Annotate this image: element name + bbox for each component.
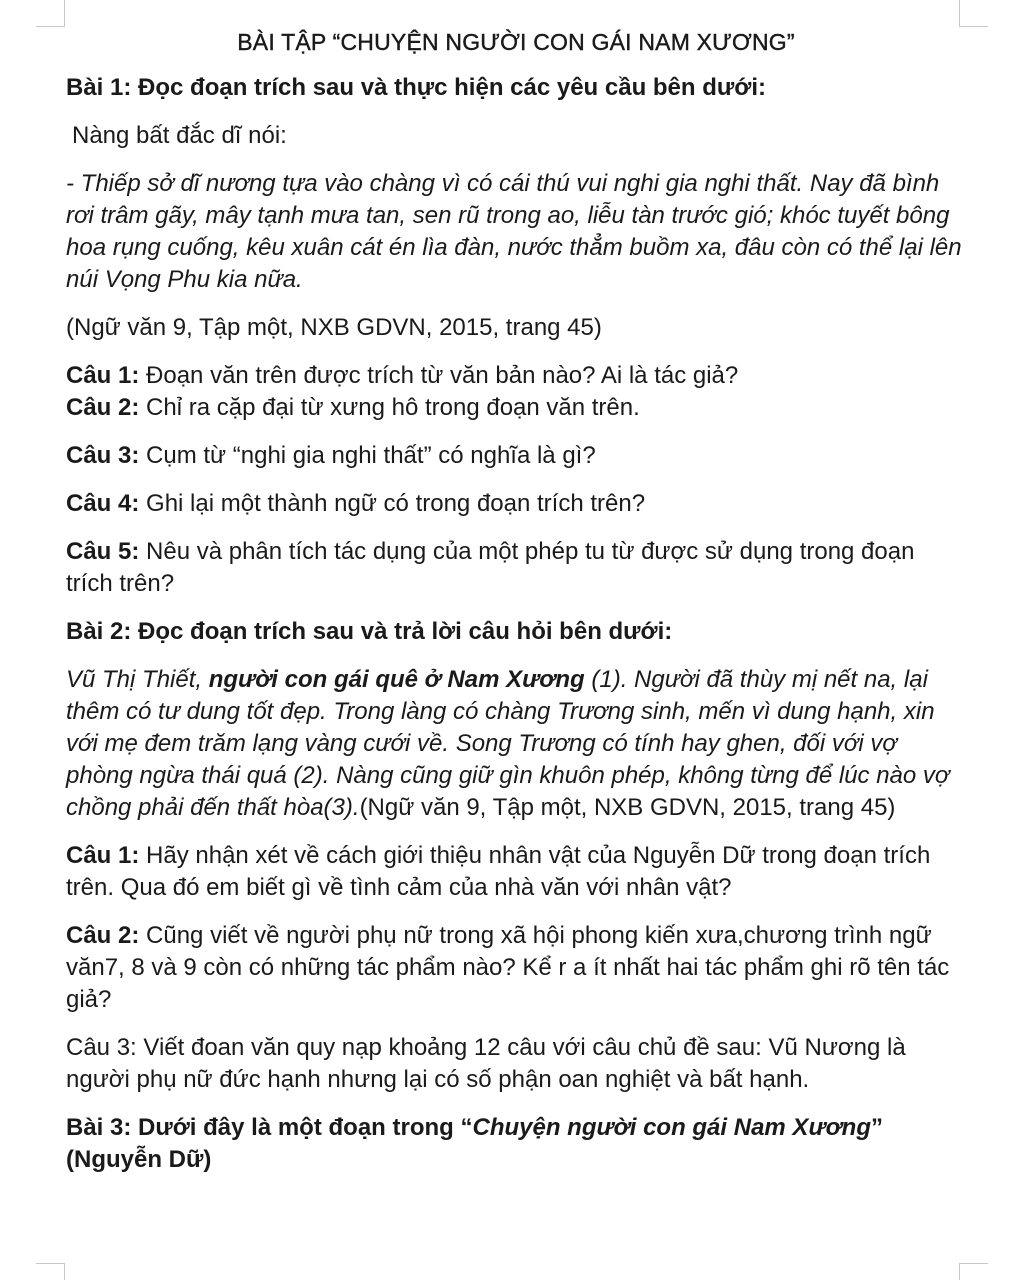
bai3-heading-end: ” (Nguyễn Dữ) [66,1114,884,1173]
bai3-heading [66,1112,966,1176]
bai1-question-5 [66,536,966,600]
bai2-quote [66,664,966,824]
question-label: Câu 4: [66,490,140,517]
bai2-question-3: Câu 3: Viết đoan văn quy nạp khoảng 12 câu với câu chủ đề sau: Vũ Nương là người phụ nữ đức hạnh nhưng lại có số phận oan nghiệt và bất hạnh. [66,1034,906,1093]
question-text: Đoạn văn trên được trích từ văn bản nào? Ai là tác giả? [139,362,739,389]
quote-part: Vũ Thị Thiết, [66,666,209,693]
question-label: Câu 2: [66,394,140,421]
page-corner-mark [959,1263,988,1280]
question-text: Ghi lại một thành ngữ có trong đoạn trích trên? [139,490,646,517]
bai2-question-2 [66,920,966,1016]
bai1-question-2 [66,392,966,424]
bai1-heading: Bài 1: Đọc đoạn trích sau và thực hiện các yêu cầu bên dưới: [66,74,766,101]
bai1-question-4 [66,488,966,520]
bai1-question-1 [66,360,966,392]
bai1-intro: Nàng bất đắc dĩ nói: [72,122,287,149]
bai1-quote: - Thiếp sở dĩ nương tựa vào chàng vì có cái thú vui nghi gia nghi thất. Nay đã bình rơi trâm gãy, mây tạnh mưa tan, sen rũ trong ao, liễu tàn trước gió; khóc tuyết bông hoa rụng cuống, kêu xuân cát én lìa đàn, nước thẳm buồm xa, đâu còn có thể lại lên núi Vọng Phu kia nữa. [66,170,962,293]
question-text: Chỉ ra cặp đại từ xưng hô trong đoạn văn trên. [139,394,640,421]
page-corner-mark [959,0,988,27]
quote-part: (1). Người đã thùy mị nết na, lại thêm có tư dung tốt đẹp. Trong làng có chàng Trương sinh, mến vì dung hạnh, xin với mẹ đem trăm lạng vàng cưới về. Song Trương có tính hay ghen, đối với vợ phòng ngừa thái quá (2). Nàng cũng giữ gìn khuôn phép, không từng để lúc nào vợ chồng phải đến thất hòa(3). [66,666,950,821]
quote-emphasis: người con gái quê ở Nam Xương [208,666,585,693]
page-title: BÀI TẬP “CHUYỆN NGƯỜI CON GÁI NAM XƯƠNG” [237,29,795,55]
bai3-heading-work-title: Chuyện người con gái Nam Xương [472,1114,872,1141]
question-text: Hãy nhận xét về cách giới thiệu nhân vật của Nguyễn Dữ trong đoạn trích trên. Qua đó em biết gì về tình cảm của nhà văn với nhân vật? [66,842,931,901]
question-text: Cụm từ “nghi gia nghi thất” có nghĩa là gì? [139,442,596,469]
bai2-source: (Ngữ văn 9, Tập một, NXB GDVN, 2015, trang 45) [359,794,896,821]
question-text: Nêu và phân tích tác dụng của một phép tu từ được sử dụng trong đoạn trích trên? [66,538,915,597]
bai3-heading-start: Bài 3: Dưới đây là một đoạn trong “ [66,1114,473,1141]
question-label: Câu 3: [66,442,140,469]
question-label: Câu 2: [66,922,140,949]
question-label: Câu 1: [66,842,140,869]
question-label: Câu 5: [66,538,140,565]
bai1-question-3 [66,440,966,472]
document-page [66,26,966,1176]
page-corner-mark [36,1263,65,1280]
bai2-question-1 [66,840,966,904]
bai2-heading: Bài 2: Đọc đoạn trích sau và trả lời câu hỏi bên dưới: [66,618,673,645]
question-text: Cũng viết về người phụ nữ trong xã hội phong kiến xưa,chương trình ngữ văn7, 8 và 9 còn có những tác phẩm nào? Kể r a ít nhất hai tác phẩm ghi rõ tên tác giả? [66,922,950,1013]
page-corner-mark [36,0,65,27]
question-label: Câu 1: [66,362,140,389]
bai1-source: (Ngữ văn 9, Tập một, NXB GDVN, 2015, trang 45) [66,314,602,341]
